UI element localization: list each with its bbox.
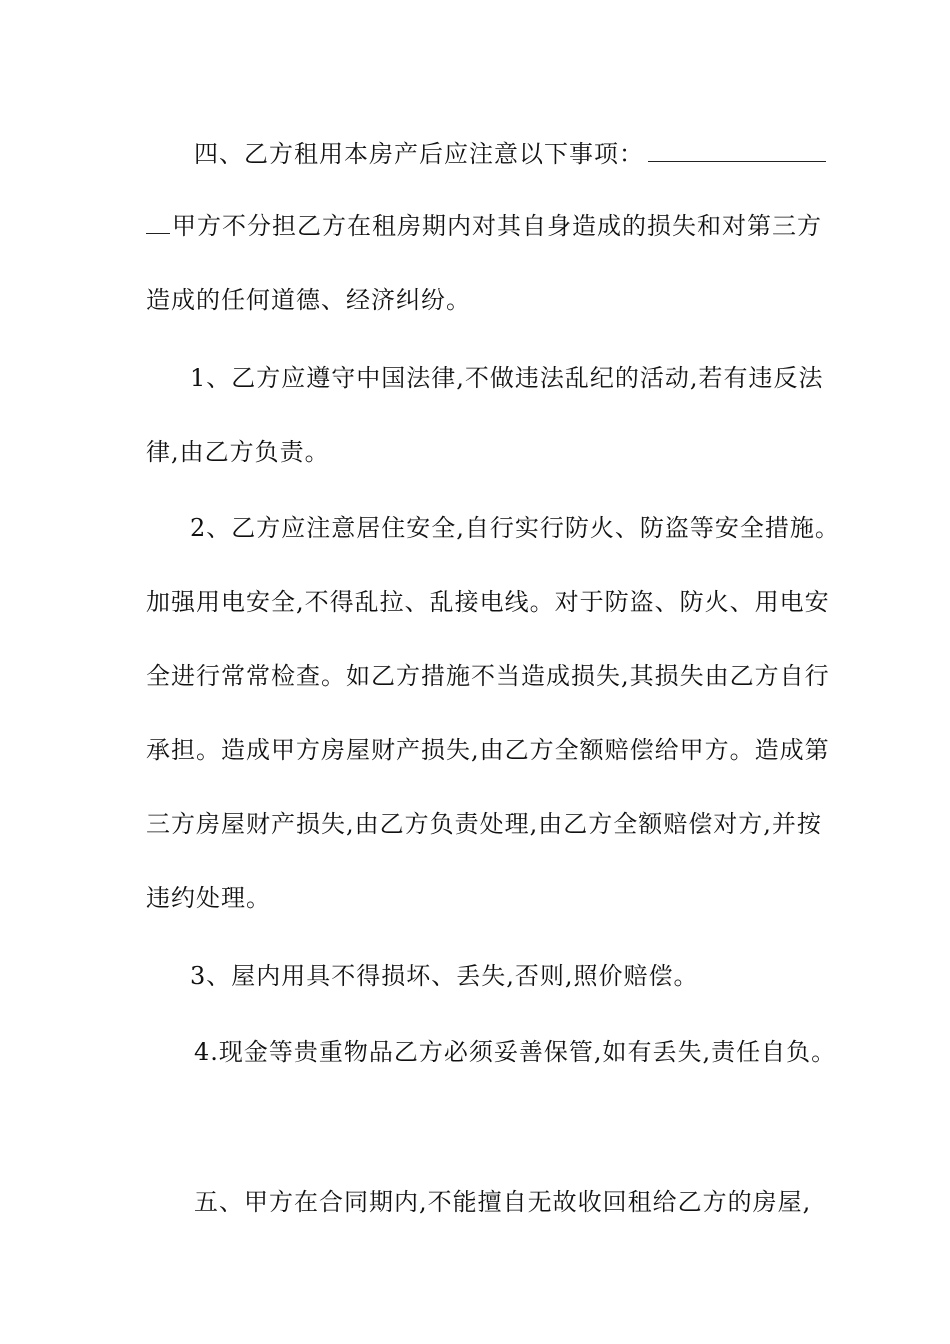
item2-line2: 加强用电安全,不得乱拉、乱接电线。对于防盗、防火、用电安 (146, 588, 830, 616)
item2-line5: 三方房屋财产损失,由乙方负责处理,由乙方全额赔偿对方,并按 (146, 810, 822, 838)
item1-line2: 律,由乙方负责。 (146, 438, 330, 466)
item2-line3: 全进行常常检查。如乙方措施不当造成损失,其损失由乙方自行 (146, 662, 830, 690)
item3-line1: 3、屋内用具不得损坏、丢失,否则,照价赔偿。 (190, 962, 699, 990)
section4-line2 (146, 210, 822, 242)
fill-in-blank (146, 211, 170, 234)
item2-line4: 承担。造成甲方房屋财产损失,由乙方全额赔偿给甲方。造成第 (146, 736, 830, 764)
item2-line1: 2、乙方应注意居住安全,自行实行防火、防盗等安全措施。 (190, 514, 840, 542)
section4-heading-line (194, 138, 826, 170)
section5-line1: 五、甲方在合同期内,不能擅自无故收回租给乙方的房屋, (194, 1188, 812, 1216)
section4-text-2: 甲方不分担乙方在租房期内对其自身造成的损失和对第三方 (172, 212, 822, 240)
item2-line6: 违约处理。 (146, 884, 271, 912)
item1-line1: 1、乙方应遵守中国法律,不做违法乱纪的活动,若有违反法 (190, 364, 824, 392)
item4-line1: 4.现金等贵重物品乙方必须妥善保管,如有丢失,责任自负。 (194, 1038, 837, 1066)
fill-in-blank (648, 139, 826, 162)
section4-heading: 四、乙方租用本房产后应注意以下事项： (194, 140, 644, 168)
section4-line3: 造成的任何道德、经济纠纷。 (146, 286, 471, 314)
